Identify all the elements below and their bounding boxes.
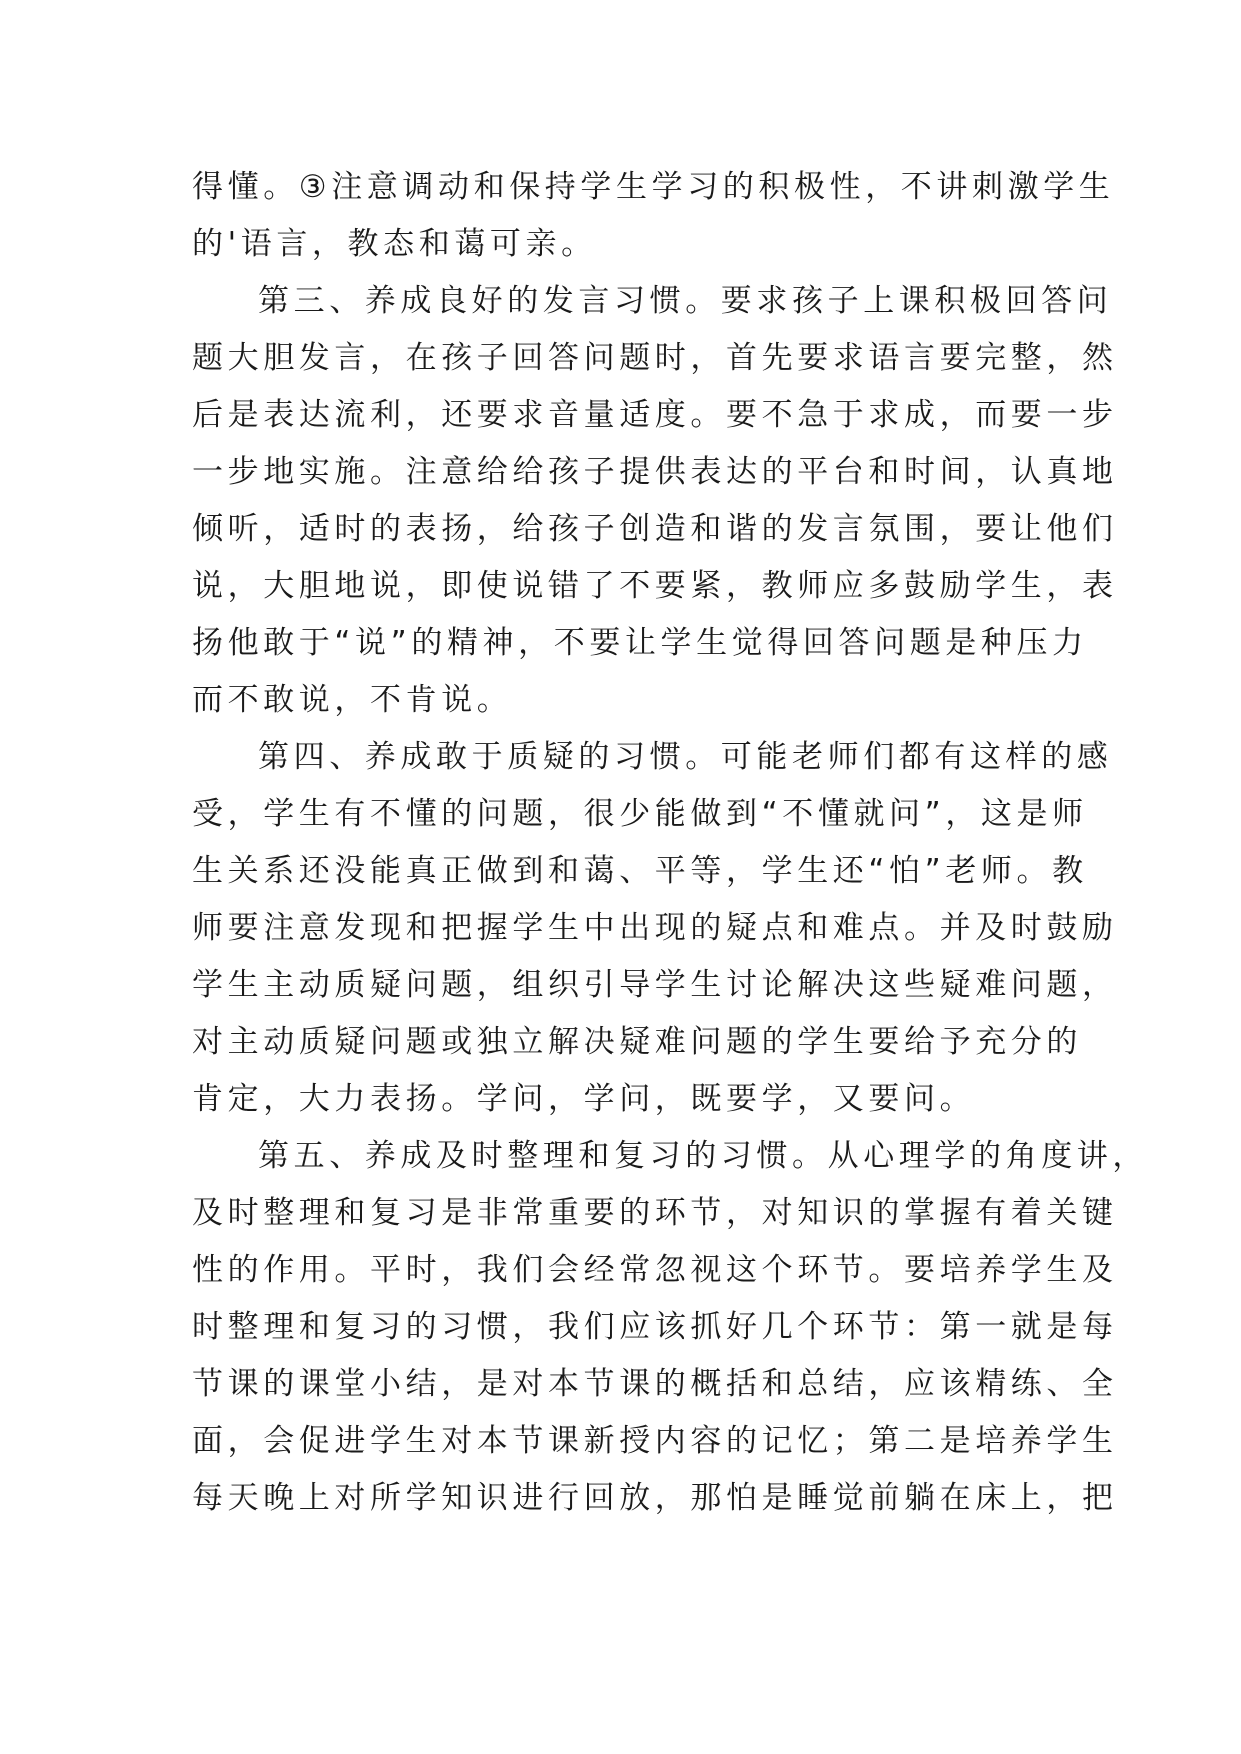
text-line: 扬他敢于“说”的精神，不要让学生觉得回答问题是种压力 [192, 625, 1088, 661]
text-line: 面，会促进学生对本节课新授内容的记忆；第二是培养学生 [192, 1423, 1118, 1459]
text-line: 生关系还没能真正做到和蔼、平等，学生还“怕”老师。教 [192, 853, 1088, 889]
text-line: 节课的课堂小结，是对本节课的概括和总结，应该精练、全 [192, 1366, 1118, 1402]
text-line: 受，学生有不懂的问题，很少能做到“不懂就问”，这是师 [192, 796, 1088, 832]
text-line: 倾听，适时的表扬，给孩子创造和谐的发言氛围，要让他们 [192, 511, 1118, 547]
text-line: 每天晚上对所学知识进行回放，那怕是睡觉前躺在床上，把 [192, 1480, 1118, 1516]
text-line: 得懂。③注意调动和保持学生学习的积极性，不讲刺激学生 [192, 169, 1115, 205]
text-line: 题大胆发言，在孩子回答问题时，首先要求语言要完整，然 [192, 340, 1118, 376]
text-line: 后是表达流利，还要求音量适度。要不急于求成，而要一步 [192, 397, 1118, 433]
text-line: 时整理和复习的习惯，我们应该抓好几个环节：第一就是每 [192, 1309, 1118, 1345]
text-line: 肯定，大力表扬。学问，学问，既要学，又要问。 [192, 1081, 976, 1117]
text-line: 一步地实施。注意给给孩子提供表达的平台和时间，认真地 [192, 454, 1118, 490]
paragraph-start-line: 第五、养成及时整理和复习的习惯。从心理学的角度讲， [258, 1138, 1148, 1174]
text-line: 而不敢说，不肯说。 [192, 682, 513, 718]
text-line: 及时整理和复习是非常重要的环节，对知识的掌握有着关键 [192, 1195, 1118, 1231]
paragraph-start-line: 第三、养成良好的发言习惯。要求孩子上课积极回答问 [258, 283, 1113, 319]
text-line: 说，大胆地说，即使说错了不要紧，教师应多鼓励学生，表 [192, 568, 1118, 604]
text-line: 的'语言，教态和蔼可亲。 [192, 226, 597, 262]
text-line: 性的作用。平时，我们会经常忽视这个环节。要培养学生及 [192, 1252, 1118, 1288]
paragraph-start-line: 第四、养成敢于质疑的习惯。可能老师们都有这样的感 [258, 739, 1113, 775]
text-line: 学生主动质疑问题，组织引导学生讨论解决这些疑难问题， [192, 967, 1118, 1003]
text-line: 对主动质疑问题或独立解决疑难问题的学生要给予充分的 [192, 1024, 1082, 1060]
text-line: 师要注意发现和把握学生中出现的疑点和难点。并及时鼓励 [192, 910, 1118, 946]
